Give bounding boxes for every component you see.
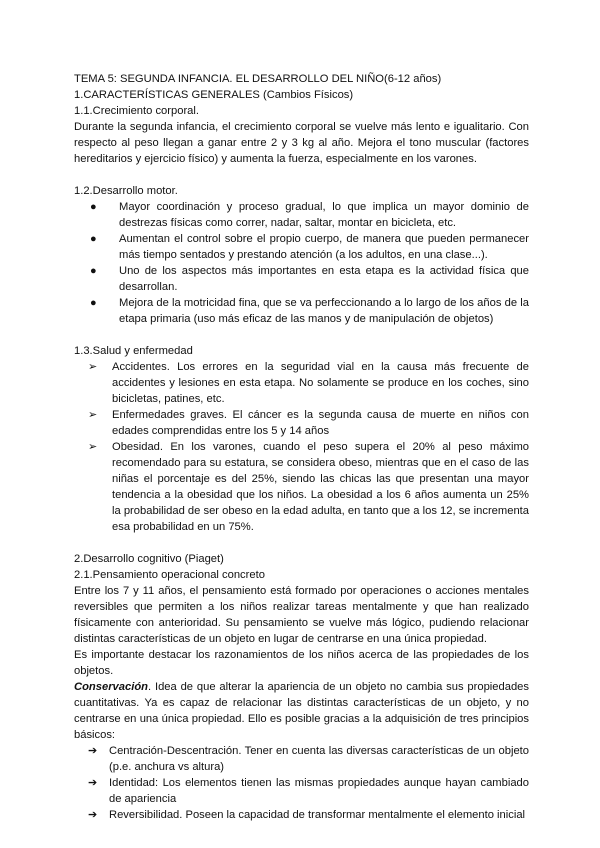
principles-list <box>74 743 529 823</box>
arrow-icon: ➔ <box>88 745 98 757</box>
bullet-icon: ● <box>90 233 97 245</box>
list-item: ● Mejora de la motricidad fina, que se va perfeccionando a lo largo de los años de la etapa primaria (uso más eficaz de las manos y de manipulación de objetos) <box>90 297 529 325</box>
list-item: ➔ Identidad: Los elementos tienen las mismas propiedades aunque hayan cambiado de apariencia <box>88 777 529 805</box>
conservation-term: Conservación <box>74 681 148 693</box>
list-item: ➢ Obesidad. En los varones, cuando el peso supera el 20% al peso máximo recomendado para su estatura, se considera obeso, mientras que en el caso de las niñas el porcentaje es del 25%, siendo las chicas las que presentan una mayor tendencia a la obesidad que los niños. La obesidad a los 6 años aumenta un 25% la probabilidad de ser obeso en la edad adulta, en tanto que a los 12, se incrementa esa probabilidad en un 75%. <box>88 441 529 533</box>
bullet-icon: ● <box>90 265 97 277</box>
bullet-icon: ● <box>90 297 97 309</box>
list-item: ● Uno de los aspectos más importantes en esta etapa es la actividad física que desarrollan. <box>90 265 529 293</box>
section-2-1-heading: 2.1.Pensamiento operacional concreto <box>74 569 265 581</box>
arrowhead-icon: ➢ <box>88 409 98 421</box>
motor-development-list <box>74 199 529 327</box>
conservation-paragraph: Conservación. Idea de que alterar la apariencia de un objeto no cambia sus propiedades cuantitativas. Ya es capaz de relacionar las distintas características de un objeto, y no centrarse en una única propiedad. Ello es posible gracias a la adquisición de tres principios básicos: <box>74 681 529 741</box>
list-item: ● Mayor coordinación y proceso gradual, lo que implica un mayor dominio de destrezas físicas como correr, nadar, saltar, montar en bicicleta, etc. <box>90 201 529 229</box>
arrowhead-icon: ➢ <box>88 361 98 373</box>
bullet-icon: ● <box>90 201 97 213</box>
list-item: ➢ Accidentes. Los errores en la seguridad vial en la causa más frecuente de accidentes y lesiones en esta etapa. No solamente se produce en los coches, sino bicicletas, patines, etc. <box>88 361 529 405</box>
section-2-1-paragraph-2: Es importante destacar los razonamientos de los niños acerca de las propiedades de los objetos. <box>74 649 529 677</box>
arrow-icon: ➔ <box>88 809 98 821</box>
section-1-1-paragraph: Durante la segunda infancia, el crecimiento corporal se vuelve más lento e igualitario. Con respecto al peso llegan a ganar entre 2 y 3 kg al año. Mejora el tono muscular (factores hereditarios y ejercicio físico) y aumenta la fuerza, especialmente en los varones. <box>74 121 529 165</box>
arrowhead-icon: ➢ <box>88 441 98 453</box>
section-2-heading: 2.Desarrollo cognitivo (Piaget) <box>74 553 224 565</box>
document-title: TEMA 5: SEGUNDA INFANCIA. EL DESARROLLO DEL NIÑO(6-12 años) <box>74 73 442 85</box>
section-1-2-heading: 1.2.Desarrollo motor. <box>74 185 178 197</box>
health-list <box>74 359 529 535</box>
section-2-1-paragraph: Entre los 7 y 11 años, el pensamiento está formado por operaciones o acciones mentales reversibles que permiten a los niños realizar tareas mentalmente y que han realizado físicamente con anterioridad. Su pensamiento se vuelve más lógico, pudiendo relacionar distintas características de un objeto en lugar de centrarse en una única propiedad. <box>74 585 529 645</box>
arrow-icon: ➔ <box>88 777 98 789</box>
list-item: ➔ Reversibilidad. Poseen la capacidad de transformar mentalmente el elemento inicial <box>88 809 526 821</box>
list-item: ➢ Enfermedades graves. El cáncer es la segunda causa de muerte en niños con edades comprendidas entre los 5 y 14 años <box>88 409 529 437</box>
section-1-1-heading: 1.1.Crecimiento corporal. <box>74 105 199 117</box>
list-item: ● Aumentan el control sobre el propio cuerpo, de manera que pueden permanecer más tiempo sentados y prestando atención (a los adultos, en una clase...). <box>90 233 529 261</box>
document-body <box>74 71 529 823</box>
list-item: ➔ Centración-Descentración. Tener en cuenta las diversas características de un objeto (p.e. anchura vs altura) <box>88 745 529 773</box>
section-1-3-heading: 1.3.Salud y enfermedad <box>74 345 193 357</box>
section-1-heading: 1.CARACTERÍSTICAS GENERALES (Cambios Físicos) <box>74 89 354 101</box>
